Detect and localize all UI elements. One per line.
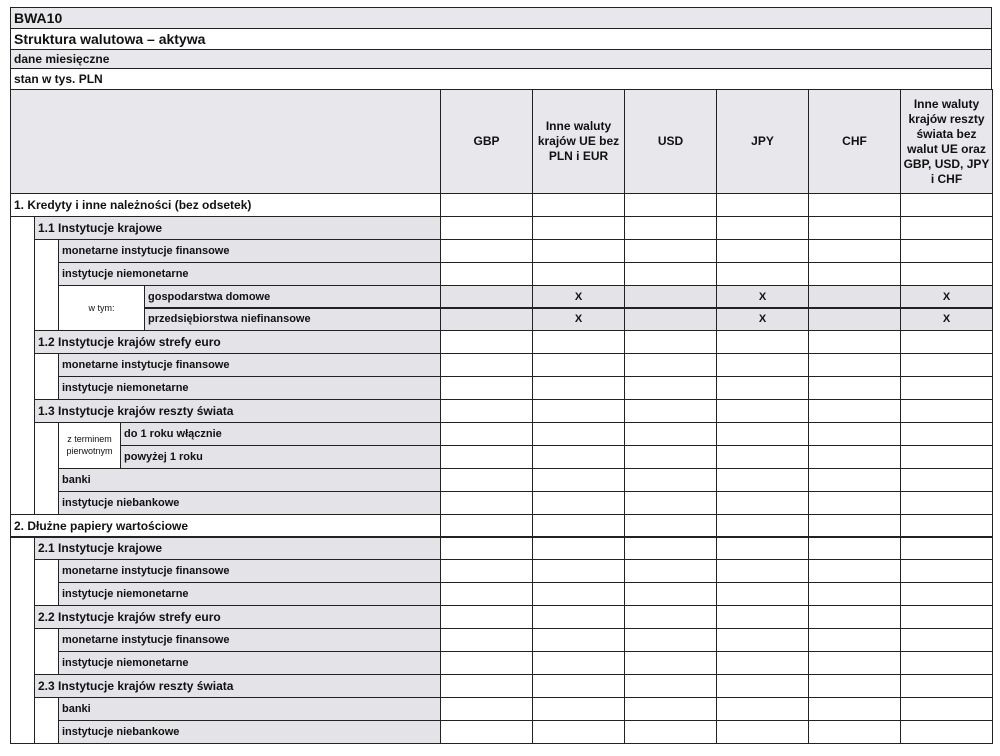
- data-cell[interactable]: [716, 491, 809, 515]
- data-cell[interactable]: [440, 239, 533, 263]
- data-cell[interactable]: [532, 216, 625, 240]
- column-header-1: Inne waluty krajów UE bez PLN i EUR: [532, 89, 625, 194]
- data-cell[interactable]: [532, 239, 625, 263]
- data-cell[interactable]: [716, 216, 809, 240]
- data-cell[interactable]: [808, 239, 901, 263]
- data-cell[interactable]: [716, 399, 809, 423]
- subsection-indent-3: [34, 559, 59, 606]
- column-header-2: USD: [624, 89, 717, 194]
- data-cell[interactable]: [900, 262, 993, 286]
- data-cell[interactable]: [900, 239, 993, 263]
- data-cell[interactable]: [716, 559, 809, 583]
- data-cell[interactable]: [624, 353, 717, 377]
- data-cell[interactable]: [624, 399, 717, 423]
- data-cell[interactable]: [532, 399, 625, 423]
- data-cell[interactable]: [808, 697, 901, 721]
- data-cell[interactable]: [808, 605, 901, 629]
- data-cell[interactable]: [624, 651, 717, 675]
- data-cell[interactable]: [900, 422, 993, 446]
- row-label: 1.3 Instytucje krajów reszty świata: [34, 399, 441, 423]
- subsection-indent-1: [34, 353, 59, 400]
- data-cell[interactable]: [900, 559, 993, 583]
- row-label: monetarne instytucje finansowe: [58, 628, 441, 652]
- data-cell[interactable]: [900, 468, 993, 492]
- section-2-indent: [10, 537, 35, 744]
- data-cell[interactable]: [440, 697, 533, 721]
- data-cell[interactable]: [808, 582, 901, 606]
- data-cell[interactable]: [624, 193, 717, 217]
- form-frequency: dane miesięczne: [10, 49, 992, 69]
- data-cell[interactable]: [440, 628, 533, 652]
- row-label: 1.1 Instytucje krajowe: [34, 216, 441, 240]
- data-cell[interactable]: [716, 353, 809, 377]
- row-label: gospodarstwa domowe: [144, 285, 441, 309]
- data-cell[interactable]: [624, 674, 717, 698]
- group-label-w-tym: w tym:: [58, 285, 145, 332]
- data-cell[interactable]: [624, 376, 717, 400]
- data-cell[interactable]: [808, 559, 901, 583]
- data-cell[interactable]: [808, 537, 901, 561]
- data-cell[interactable]: [624, 422, 717, 446]
- data-cell[interactable]: [900, 697, 993, 721]
- data-cell[interactable]: [716, 674, 809, 698]
- data-cell[interactable]: [716, 514, 809, 538]
- data-cell[interactable]: [624, 697, 717, 721]
- data-cell[interactable]: [440, 674, 533, 698]
- row-label: do 1 roku włącznie: [120, 422, 441, 446]
- data-cell[interactable]: [440, 514, 533, 538]
- group-label-z-terminem: z terminem pierwotnym: [58, 422, 121, 469]
- data-cell[interactable]: [808, 720, 901, 744]
- data-cell[interactable]: [900, 491, 993, 515]
- data-cell[interactable]: [440, 193, 533, 217]
- data-cell[interactable]: [440, 353, 533, 377]
- data-cell[interactable]: [624, 537, 717, 561]
- row-label: banki: [58, 468, 441, 492]
- column-header-corner: [10, 89, 441, 194]
- data-cell[interactable]: [900, 193, 993, 217]
- data-cell[interactable]: [808, 262, 901, 286]
- data-cell[interactable]: [624, 308, 717, 332]
- data-cell[interactable]: [900, 330, 993, 354]
- column-header-0: GBP: [440, 89, 533, 194]
- form-unit: stan w tys. PLN: [10, 68, 992, 90]
- data-cell[interactable]: [440, 422, 533, 446]
- data-cell[interactable]: [716, 239, 809, 263]
- row-label: 1.2 Instytucje krajów strefy euro: [34, 330, 441, 354]
- data-cell[interactable]: [900, 514, 993, 538]
- row-label: instytucje niemonetarne: [58, 582, 441, 606]
- data-cell[interactable]: [808, 353, 901, 377]
- data-cell[interactable]: [624, 216, 717, 240]
- row-label: instytucje niemonetarne: [58, 651, 441, 675]
- data-cell[interactable]: [624, 720, 717, 744]
- data-cell[interactable]: [532, 422, 625, 446]
- data-cell[interactable]: [900, 605, 993, 629]
- data-cell[interactable]: [624, 285, 717, 309]
- data-cell[interactable]: [808, 376, 901, 400]
- data-cell[interactable]: [440, 308, 533, 332]
- data-cell[interactable]: [532, 468, 625, 492]
- data-cell[interactable]: [808, 422, 901, 446]
- data-cell[interactable]: [532, 605, 625, 629]
- row-label: przedsiębiorstwa niefinansowe: [144, 308, 441, 332]
- data-cell[interactable]: [716, 628, 809, 652]
- data-cell[interactable]: [900, 399, 993, 423]
- data-cell[interactable]: [716, 193, 809, 217]
- data-cell[interactable]: [900, 376, 993, 400]
- row-label: instytucje niebankowe: [58, 491, 441, 515]
- data-cell[interactable]: [716, 605, 809, 629]
- blocked-cell: X: [900, 308, 993, 332]
- data-cell[interactable]: [440, 216, 533, 240]
- blocked-cell: X: [532, 308, 625, 332]
- row-label: banki: [58, 697, 441, 721]
- column-header-3: JPY: [716, 89, 809, 194]
- data-cell[interactable]: [440, 559, 533, 583]
- row-label: 2.1 Instytucje krajowe: [34, 537, 441, 561]
- row-label: monetarne instytucje finansowe: [58, 239, 441, 263]
- row-label: 1. Kredyty i inne należności (bez odsetek): [10, 193, 441, 217]
- subsection-indent-2: [34, 422, 59, 515]
- data-cell[interactable]: [532, 445, 625, 469]
- section-1-indent: [10, 216, 35, 515]
- data-cell[interactable]: [808, 651, 901, 675]
- data-cell[interactable]: [532, 559, 625, 583]
- blocked-cell: X: [716, 285, 809, 309]
- data-cell[interactable]: [532, 720, 625, 744]
- data-cell[interactable]: [532, 514, 625, 538]
- data-cell[interactable]: [440, 468, 533, 492]
- data-cell[interactable]: [808, 285, 901, 309]
- form-title: Struktura walutowa – aktywa: [10, 28, 992, 50]
- row-label: monetarne instytucje finansowe: [58, 353, 441, 377]
- data-cell[interactable]: [900, 651, 993, 675]
- data-cell[interactable]: [900, 353, 993, 377]
- row-label: instytucje niemonetarne: [58, 262, 441, 286]
- data-cell[interactable]: [716, 651, 809, 675]
- row-label: 2. Dłużne papiery wartościowe: [10, 514, 441, 538]
- data-cell[interactable]: [808, 399, 901, 423]
- data-cell[interactable]: [716, 720, 809, 744]
- data-cell[interactable]: [624, 628, 717, 652]
- form-code: BWA10: [10, 7, 992, 29]
- data-cell[interactable]: [808, 193, 901, 217]
- data-cell[interactable]: [624, 491, 717, 515]
- data-cell[interactable]: [440, 651, 533, 675]
- data-cell[interactable]: [624, 559, 717, 583]
- data-cell[interactable]: [532, 697, 625, 721]
- data-cell[interactable]: [716, 330, 809, 354]
- subsection-indent-0: [34, 239, 59, 332]
- data-cell[interactable]: [716, 262, 809, 286]
- data-cell[interactable]: [532, 262, 625, 286]
- data-cell[interactable]: [440, 285, 533, 309]
- data-cell[interactable]: [532, 582, 625, 606]
- data-cell[interactable]: [624, 445, 717, 469]
- data-cell[interactable]: [900, 216, 993, 240]
- data-cell[interactable]: [440, 605, 533, 629]
- data-cell[interactable]: [440, 445, 533, 469]
- data-cell[interactable]: [808, 628, 901, 652]
- row-label: powyżej 1 roku: [120, 445, 441, 469]
- data-cell[interactable]: [532, 537, 625, 561]
- data-cell[interactable]: [808, 491, 901, 515]
- data-cell[interactable]: [624, 330, 717, 354]
- data-cell[interactable]: [808, 514, 901, 538]
- data-cell[interactable]: [716, 422, 809, 446]
- data-cell[interactable]: [440, 376, 533, 400]
- row-label: 2.3 Instytucje krajów reszty świata: [34, 674, 441, 698]
- data-cell[interactable]: [808, 674, 901, 698]
- data-cell[interactable]: [624, 262, 717, 286]
- data-cell[interactable]: [440, 720, 533, 744]
- blocked-cell: X: [716, 308, 809, 332]
- row-label: instytucje niebankowe: [58, 720, 441, 744]
- data-cell[interactable]: [624, 605, 717, 629]
- column-header-4: CHF: [808, 89, 901, 194]
- data-cell[interactable]: [532, 491, 625, 515]
- data-cell[interactable]: [808, 330, 901, 354]
- data-cell[interactable]: [624, 582, 717, 606]
- data-cell[interactable]: [440, 399, 533, 423]
- data-cell[interactable]: [532, 330, 625, 354]
- column-header-5: Inne waluty krajów reszty świata bez walut UE oraz GBP, USD, JPY i CHF: [900, 89, 993, 194]
- blocked-cell: X: [900, 285, 993, 309]
- row-label: 2.2 Instytucje krajów strefy euro: [34, 605, 441, 629]
- data-cell[interactable]: [900, 582, 993, 606]
- data-cell[interactable]: [900, 445, 993, 469]
- data-cell[interactable]: [716, 445, 809, 469]
- blocked-cell: X: [532, 285, 625, 309]
- data-cell[interactable]: [532, 628, 625, 652]
- data-cell[interactable]: [440, 262, 533, 286]
- data-cell[interactable]: [440, 537, 533, 561]
- data-cell[interactable]: [900, 674, 993, 698]
- data-cell[interactable]: [532, 353, 625, 377]
- subsection-indent-5: [34, 697, 59, 744]
- data-cell[interactable]: [532, 674, 625, 698]
- data-cell[interactable]: [440, 330, 533, 354]
- data-cell[interactable]: [716, 468, 809, 492]
- data-cell[interactable]: [624, 239, 717, 263]
- data-cell[interactable]: [808, 216, 901, 240]
- row-label: monetarne instytucje finansowe: [58, 559, 441, 583]
- data-cell[interactable]: [716, 376, 809, 400]
- data-cell[interactable]: [716, 582, 809, 606]
- data-cell[interactable]: [900, 720, 993, 744]
- data-cell[interactable]: [440, 582, 533, 606]
- data-cell[interactable]: [532, 193, 625, 217]
- data-cell[interactable]: [716, 697, 809, 721]
- data-cell[interactable]: [808, 308, 901, 332]
- subsection-indent-4: [34, 628, 59, 675]
- data-cell[interactable]: [900, 628, 993, 652]
- data-cell[interactable]: [532, 376, 625, 400]
- row-label: instytucje niemonetarne: [58, 376, 441, 400]
- data-cell[interactable]: [808, 468, 901, 492]
- data-cell[interactable]: [716, 537, 809, 561]
- data-cell[interactable]: [532, 651, 625, 675]
- data-cell[interactable]: [900, 537, 993, 561]
- data-cell[interactable]: [808, 445, 901, 469]
- data-cell[interactable]: [624, 468, 717, 492]
- data-cell[interactable]: [440, 491, 533, 515]
- data-cell[interactable]: [624, 514, 717, 538]
